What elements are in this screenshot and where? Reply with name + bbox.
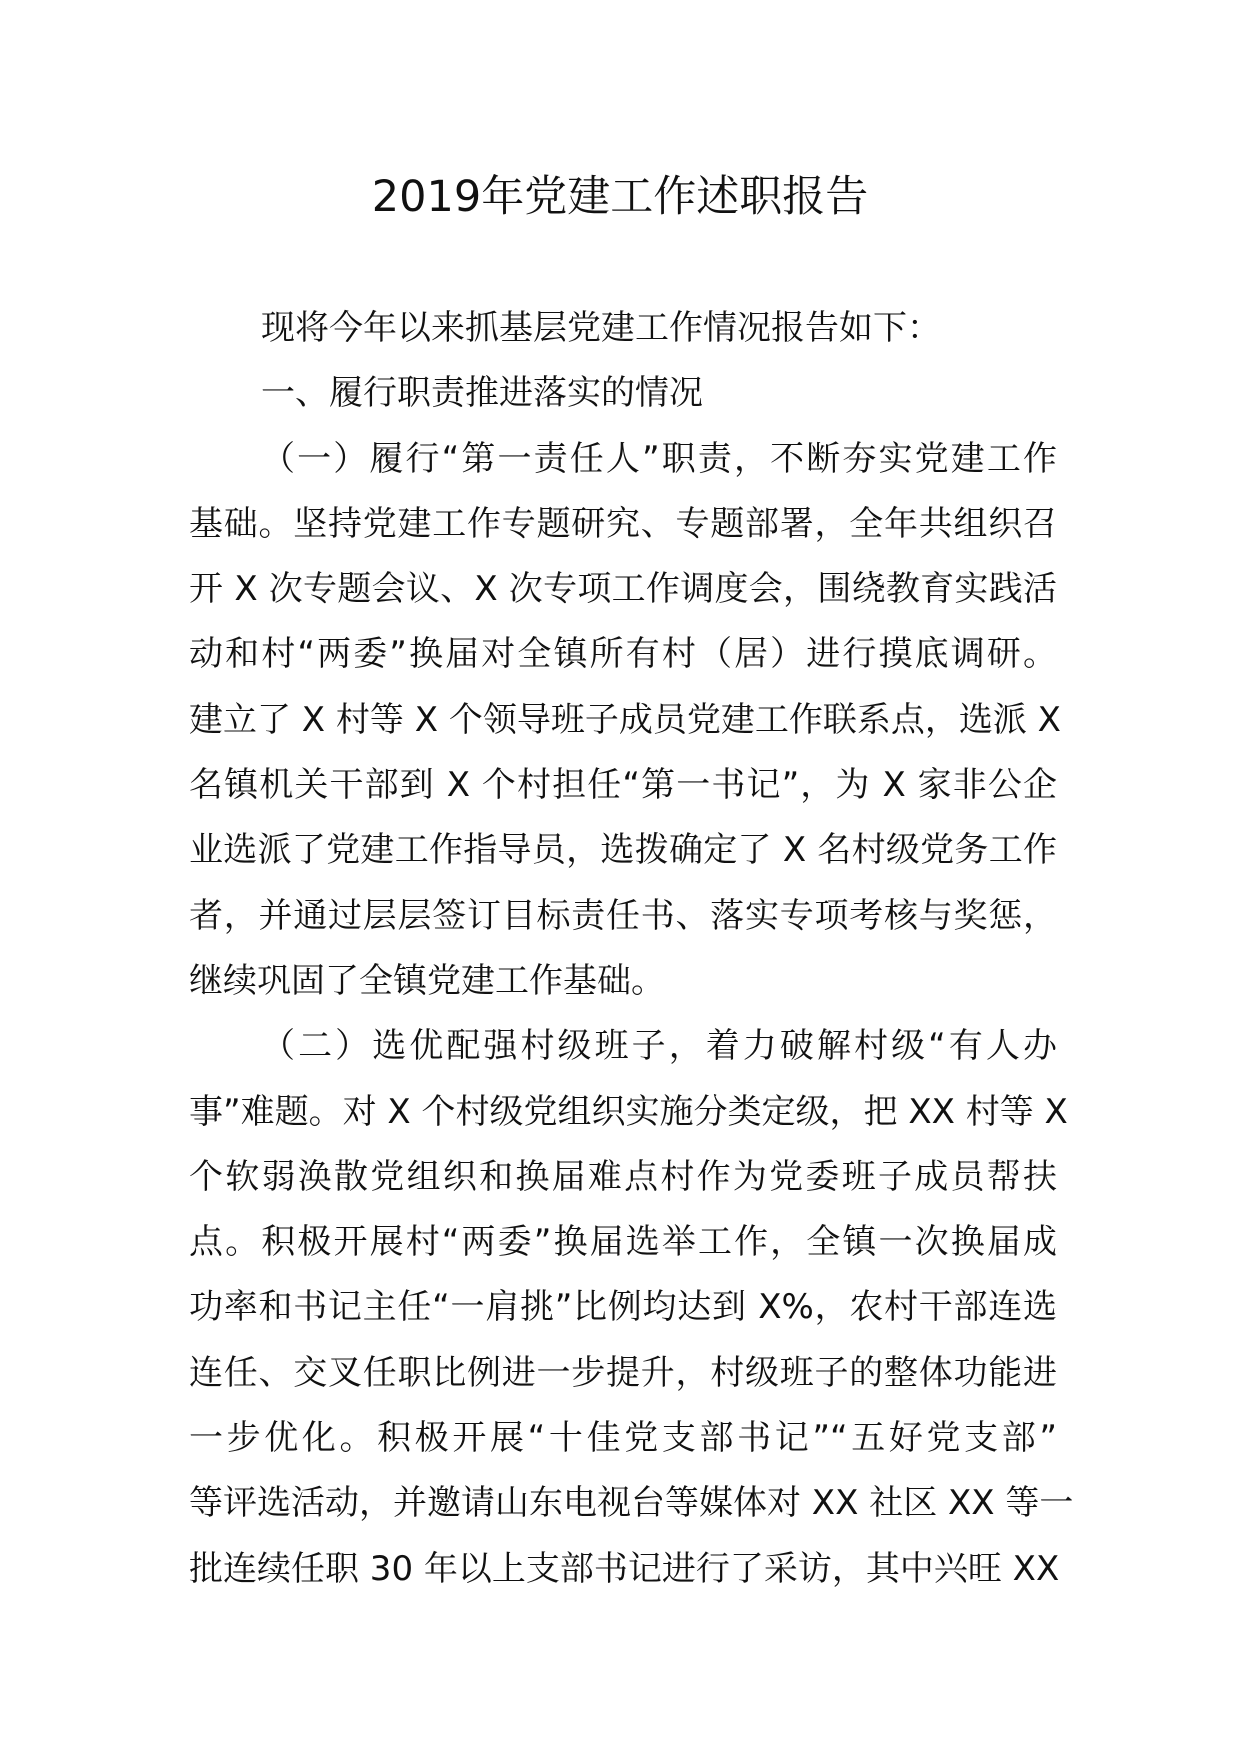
text-line: 基础。坚持党建工作专题研究、专题部署，全年共组织召 bbox=[189, 503, 1057, 544]
text-line: 名镇机关干部到 X 个村担任“第一书记”，为 X 家非公企 bbox=[189, 765, 1057, 806]
text-line: 业选派了党建工作指导员，选拨确定了 X 名村级党务工作 bbox=[189, 830, 1057, 871]
text-line: （二）选优配强村级班子，着力破解村级“有人办 bbox=[261, 1026, 1057, 1067]
text-line: 事”难题。对 X 个村级党组织实施分类定级，把 XX 村等 X bbox=[189, 1091, 1068, 1132]
text-line: 个软弱涣散党组织和换届难点村作为党委班子成员帮扶 bbox=[189, 1156, 1057, 1197]
text-line: 连任、交叉任职比例进一步提升，村级班子的整体功能进 bbox=[189, 1352, 1057, 1393]
text-line: 一、履行职责推进落实的情况 bbox=[261, 373, 703, 414]
text-line: （一）履行“第一责任人”职责，不断夯实党建工作 bbox=[261, 438, 1057, 479]
text-line: 建立了 X 村等 X 个领导班子成员党建工作联系点，选派 X bbox=[189, 699, 1061, 740]
text-line: 现将今年以来抓基层党建工作情况报告如下： bbox=[261, 308, 941, 348]
text-line: 继续巩固了全镇党建工作基础。 bbox=[189, 960, 665, 1001]
text-line: 动和村“两委”换届对全镇所有村（居）进行摸底调研。 bbox=[189, 634, 1057, 675]
text-line: 开 X 次专题会议、X 次专项工作调度会，围绕教育实践活 bbox=[189, 569, 1057, 610]
document-body bbox=[189, 296, 1074, 1602]
document-title: 2019年党建工作述职报告 bbox=[371, 172, 869, 222]
text-line: 一步优化。积极开展“十佳党支部书记”“五好党支部” bbox=[189, 1418, 1057, 1459]
text-line: 批连续任职 30 年以上支部书记进行了采访，其中兴旺 XX bbox=[189, 1548, 1060, 1589]
text-line: 功率和书记主任“一肩挑”比例均达到 X%，农村干部连选 bbox=[189, 1287, 1057, 1328]
text-line: 等评选活动，并邀请山东电视台等媒体对 XX 社区 XX 等一 bbox=[189, 1483, 1074, 1524]
text-line: 点。积极开展村“两委”换届选举工作，全镇一次换届成 bbox=[189, 1222, 1057, 1263]
text-line: 者，并通过层层签订目标责任书、落实专项考核与奖惩， bbox=[189, 895, 1057, 936]
